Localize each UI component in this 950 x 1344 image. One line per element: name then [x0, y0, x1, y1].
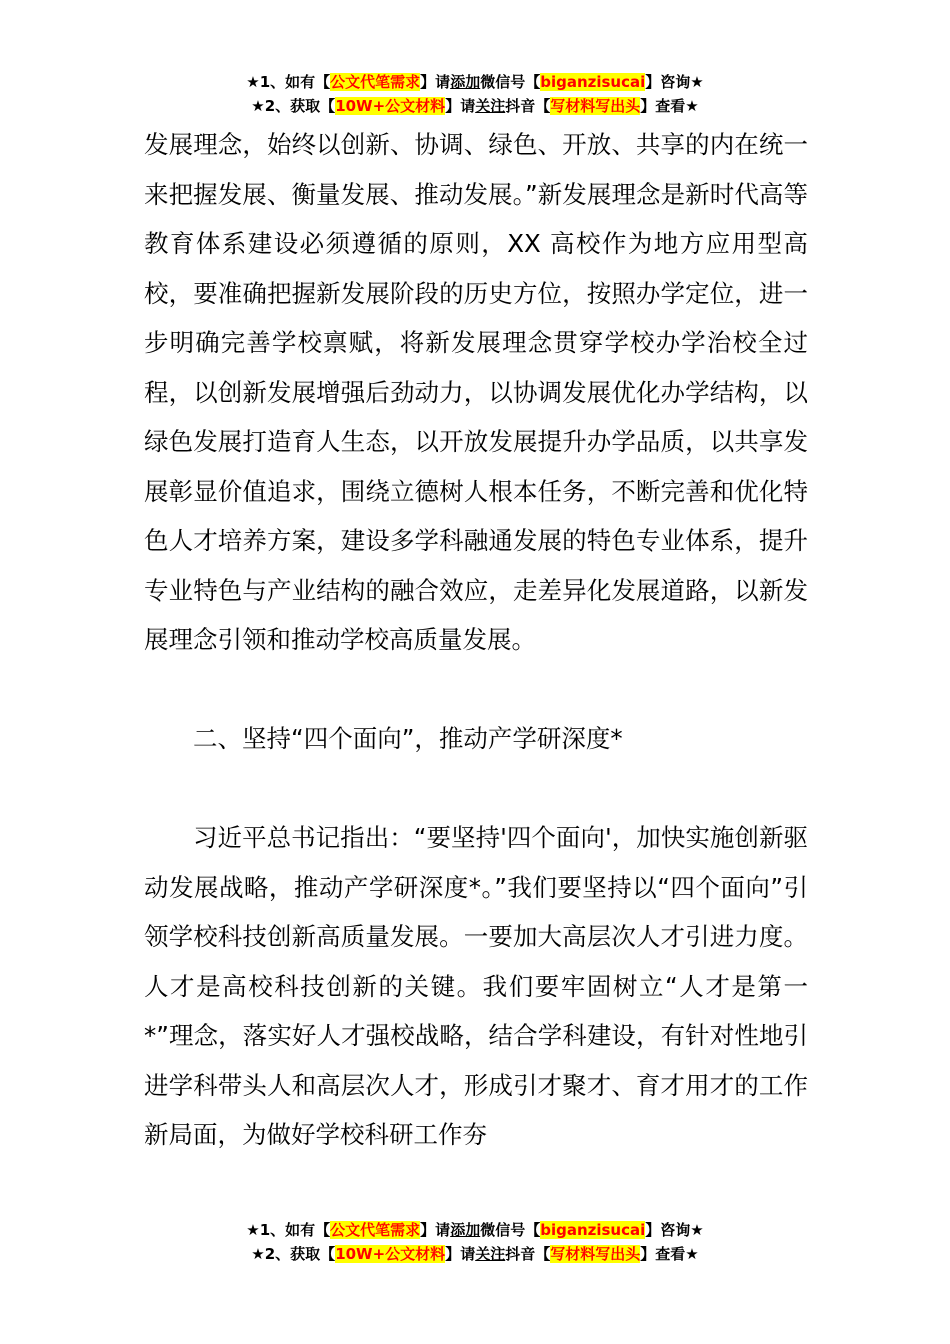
banner-line-1-mid2: 微信号【 [480, 73, 541, 91]
footer-banner-line-1 [0, 1218, 950, 1242]
header-banner [0, 70, 950, 118]
section-heading-four-orientations: 二、坚持“四个面向”，推动产学研深度* [193, 724, 623, 753]
footer-line-1-suffix: 】咨询★ [645, 1221, 704, 1239]
banner-underlined-follow: 关注 [475, 97, 506, 115]
footer-highlight-douyin-account: 写材料写出头 [550, 1245, 641, 1263]
banner-line-2-suffix: 】查看★ [640, 97, 699, 115]
footer-line-2-mid1: 】请 [445, 1245, 476, 1263]
banner-highlight-wechat-id: biganzisucai [540, 73, 646, 91]
footer-highlight-writing-service: 公文代笔需求 [330, 1221, 421, 1239]
footer-highlight-wechat-id: biganzisucai [540, 1221, 646, 1239]
banner-highlight-douyin-account: 写材料写出头 [550, 97, 641, 115]
banner-highlight-materials: 10W+公文材料 [335, 97, 446, 115]
banner-line-2-mid1: 】请 [445, 97, 476, 115]
paragraph-four-orientations: 习近平总书记指出：“要坚持'四个面向'，加快实施创新驱动发展战略，推动产学研深度*。”我们要坚持以“四个面向”引领学校科技创新高质量发展。一要加大高层次人才引进力度。人才是高校科技创新的关键。我们要牢固树立“人才是第一*”理念，落实好人才强校战略，结合学科建设，有针对性地引进学科带头人和高层次人才，形成引才聚才、育才用才的工作新局面，为做好学校科研工作夯 [144, 823, 808, 1149]
footer-line-1-mid1: 】请 [420, 1221, 451, 1239]
footer-line-2-prefix: ★2、获取【 [251, 1245, 336, 1263]
banner-line-1-mid1: 】请 [420, 73, 451, 91]
footer-line-2-mid2: 抖音【 [505, 1245, 551, 1263]
banner-line-1-prefix: ★1、如有【 [246, 73, 331, 91]
document-body [144, 120, 808, 1160]
banner-line-2-mid2: 抖音【 [505, 97, 551, 115]
banner-line-2 [0, 94, 950, 118]
footer-line-1-prefix: ★1、如有【 [246, 1221, 331, 1239]
footer-line-1-mid2: 微信号【 [480, 1221, 541, 1239]
banner-line-2-prefix: ★2、获取【 [251, 97, 336, 115]
footer-line-2-suffix: 】查看★ [640, 1245, 699, 1263]
footer-underlined-follow: 关注 [475, 1245, 506, 1263]
footer-highlight-materials: 10W+公文材料 [335, 1245, 446, 1263]
footer-banner-line-2 [0, 1242, 950, 1266]
banner-underlined-add: 添加 [450, 73, 481, 91]
banner-line-1 [0, 70, 950, 94]
banner-highlight-writing-service: 公文代笔需求 [330, 73, 421, 91]
footer-underlined-add: 添加 [450, 1221, 481, 1239]
paragraph-new-development-concept: 发展理念，始终以创新、协调、绿色、开放、共享的内在统一来把握发展、衡量发展、推动发展。”新发展理念是新时代高等教育体系建设必须遵循的原则，XX 高校作为地方应用型高校，要准确把握新发展阶段的历史方位，按照办学定位，进一步明确完善学校禀赋，将新发展理念贯穿学校办学治校全过程，以创新发展增强后劲动力，以协调发展优化办学结构，以绿色发展打造育人生态，以开放发展提升办学品质，以共享发展彰显价值追求，围绕立德树人根本任务，不断完善和优化特色人才培养方案，建设多学科融通发展的特色专业体系，提升专业特色与产业结构的融合效应，走差异化发展道路，以新发展理念引领和推动学校高质量发展。 [144, 130, 808, 654]
footer-banner [0, 1218, 950, 1266]
banner-line-1-suffix: 】咨询★ [645, 73, 704, 91]
